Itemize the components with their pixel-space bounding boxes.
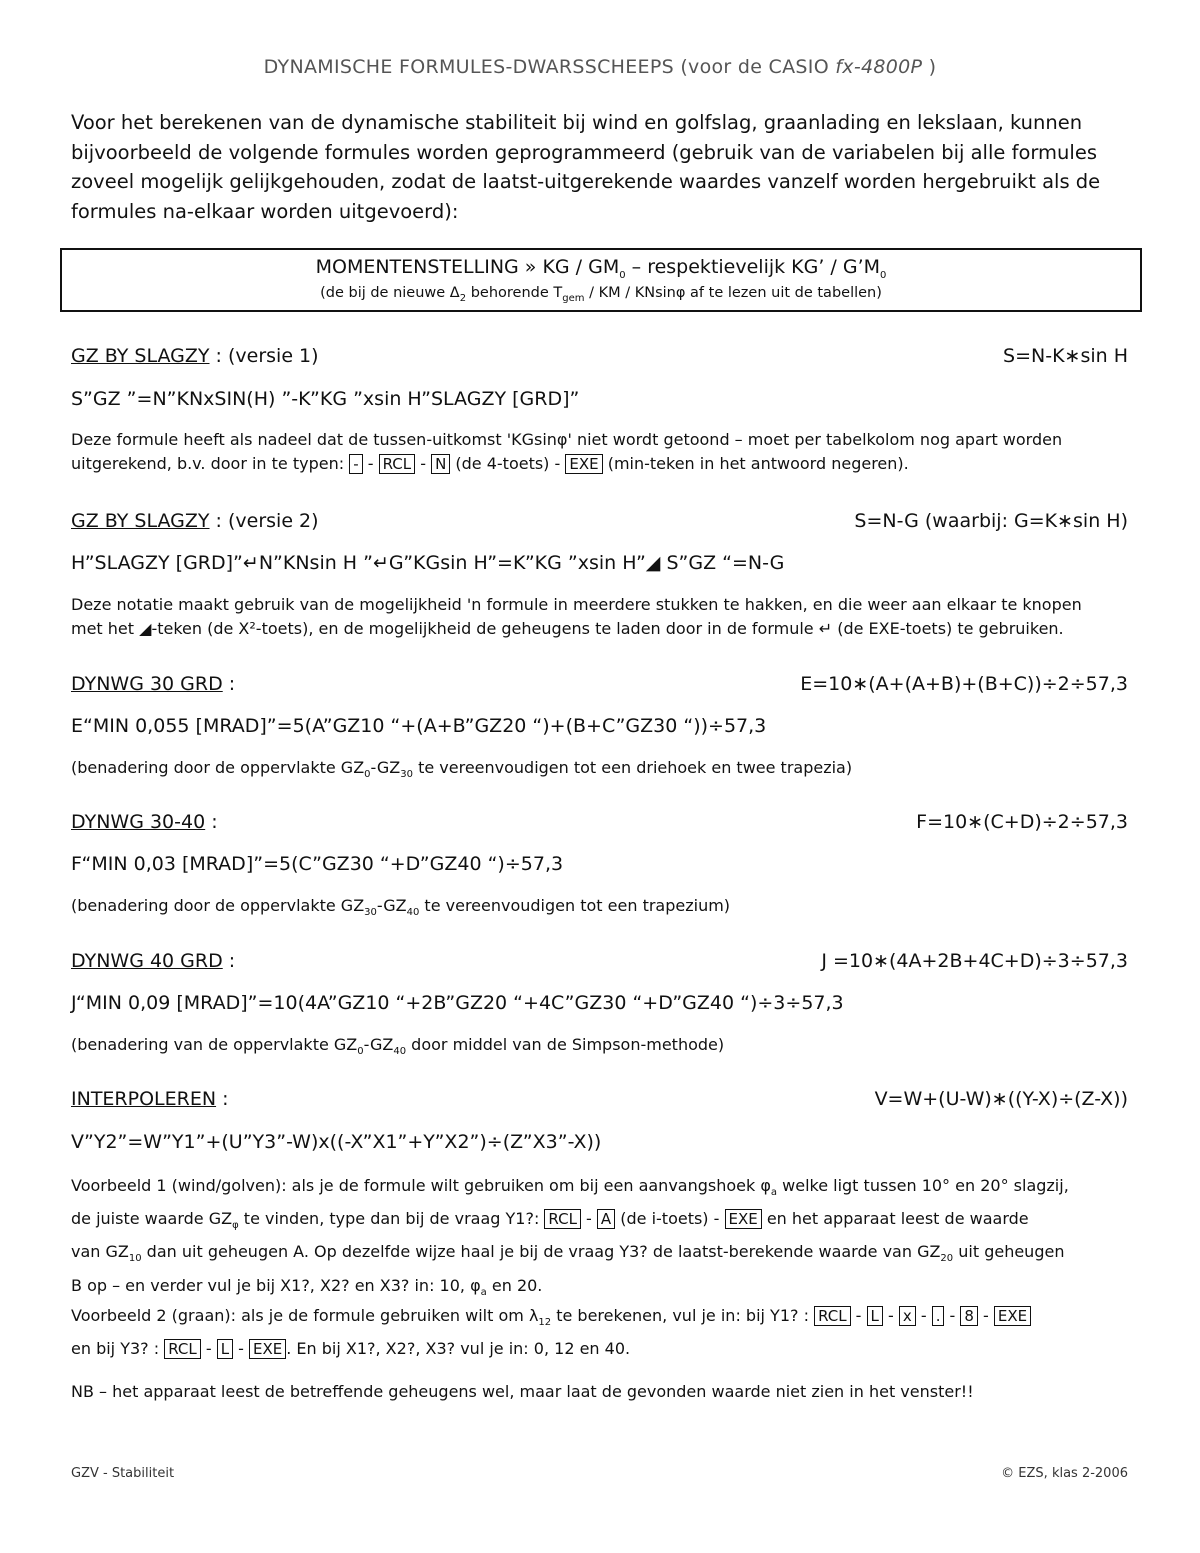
ex2-c: en bij Y3? : bbox=[71, 1339, 165, 1359]
box-d: behorende T bbox=[466, 284, 563, 301]
s3-sa: 0 bbox=[364, 769, 371, 781]
s4-da: (benadering door de oppervlakte GZ bbox=[71, 896, 365, 915]
box-d-sub: gem bbox=[562, 292, 585, 304]
page-title bbox=[0, 56, 1200, 78]
ex1-j: B op – en verder vul je bij X1?, X2? en X3? in: 10, φ bbox=[71, 1275, 481, 1295]
s3-da: (benadering door de oppervlakte GZ bbox=[71, 758, 365, 777]
key-exe: EXE bbox=[249, 1339, 286, 1359]
section-4-formula: F=10∗(C+D)÷2÷57,3 bbox=[916, 811, 1128, 833]
key-exe: EXE bbox=[565, 454, 602, 474]
key-l: L bbox=[867, 1306, 883, 1326]
section-6-program: V”Y2”=W”Y1”+(U”Y3”-W)x((-X”X1”+Y”X2”)÷(Z”X3”-X)) bbox=[71, 1131, 602, 1153]
s1-d2c: (min-teken in het antwoord negeren). bbox=[602, 454, 909, 473]
section-2-desc-line-1: Deze notatie maakt gebruik van de mogelijkheid 'n formule in meerdere stukken te hakken, en die weer aan elkaar te knopen bbox=[71, 595, 1082, 614]
section-6-subtitle: : bbox=[216, 1088, 229, 1110]
example-1-line-1 bbox=[71, 1173, 1141, 1206]
box-c-sub: 2 bbox=[459, 292, 467, 304]
section-6-formula: V=W+(U-W)∗((Y-X)÷(Z-X)) bbox=[874, 1088, 1128, 1110]
s4-dc: te vereenvoudigen tot een trapezium) bbox=[419, 896, 731, 915]
key-exe: EXE bbox=[725, 1209, 762, 1229]
ex1-b: welke ligt tussen 10° en 20° slagzij, bbox=[777, 1176, 1069, 1195]
ex1-a-sub: a bbox=[770, 1187, 778, 1199]
title-model: fx-4800P bbox=[835, 56, 923, 78]
section-5-description bbox=[71, 1033, 1141, 1064]
ex1-d: te vinden, type dan bij de vraag Y1?: bbox=[238, 1209, 545, 1229]
title-text: DYNAMISCHE FORMULES-DWARSSCHEEPS (voor de CASIO bbox=[263, 56, 836, 78]
section-3-title: DYNWG 30 GRD bbox=[71, 673, 223, 695]
ex1-c-sub: φ bbox=[232, 1220, 239, 1232]
s4-sb: 40 bbox=[406, 907, 420, 919]
nb-note: NB – het apparaat leest de betreffende geheugens wel, maar laat de gevonden waarde niet zien in het venster!! bbox=[71, 1382, 974, 1401]
section-2-title: GZ BY SLAGZY bbox=[71, 510, 210, 532]
momentenstelling-box bbox=[60, 248, 1142, 312]
section-2-heading bbox=[71, 510, 319, 532]
section-2-program: H”SLAGZY [GRD]”↵N”KNsin H ”↵G”KGsin H”=K”KG ”xsin H”◢ S”GZ “=N-G bbox=[71, 552, 785, 574]
s1-d2b: (de 4-toets) - bbox=[450, 454, 566, 473]
s5-sb: 40 bbox=[393, 1046, 407, 1058]
section-5-title: DYNWG 40 GRD bbox=[71, 950, 223, 972]
section-1-title: GZ BY SLAGZY bbox=[71, 345, 210, 367]
key-rcl: RCL bbox=[164, 1339, 201, 1359]
key-rcl: RCL bbox=[379, 454, 416, 474]
box-b: – respektievelijk KG’ / G’M bbox=[625, 256, 881, 278]
section-1-desc-line-1: Deze formule heeft als nadeel dat de tussen-uitkomst 'KGsinφ' niet wordt getoond – moet per tabelkolom nog apart worden bbox=[71, 430, 1063, 449]
s5-db: -GZ bbox=[363, 1035, 394, 1054]
section-4-heading bbox=[71, 811, 218, 833]
s4-db: -GZ bbox=[376, 896, 407, 915]
section-2-desc-line-2: met het ◢-teken (de X²-toets), en de mogelijkheid de geheugens te laden door in de formule ↵ (de EXE-toets) te gebruiken. bbox=[71, 619, 1064, 638]
section-1-desc-line-2: uitgerekend, b.v. door in te typen: - - RCL - N (de 4-toets) - EXE (min-teken in het antwoord negeren). bbox=[71, 454, 909, 473]
key-rcl: RCL bbox=[544, 1209, 581, 1229]
intro-paragraph: Voor het berekenen van de dynamische stabiliteit bij wind en golfslag, graanlading en lekslaan, kunnen bijvoorbeeld de volgende formules worden geprogrammeerd (gebruik van de variabelen bij alle formules zoveel mogelijk gelijkgehouden, zodat de laatst-uitgerekende waardes vanzelf worden hergebruikt als de formules na-elkaar worden uitgevoerd): bbox=[71, 111, 1101, 223]
example-2-line-2: en bij Y3? : RCL - L - EXE . En bij X1?, X2?, X3? vul je in: 0, 12 en 40. bbox=[71, 1339, 631, 1359]
key-n: N bbox=[431, 454, 450, 474]
section-1-heading bbox=[71, 345, 319, 367]
section-2-formula: S=N-G (waarbij: G=K∗sin H) bbox=[854, 510, 1128, 532]
s1-d2a: uitgerekend, b.v. door in te typen: bbox=[71, 454, 350, 473]
example-1-line-2: de juiste waarde $GZ_\varphi$ te vinden, type dan bij de vraag Y1?: RCL - A (de i-toets) - EXE en het apparaat leest de waarde bbox=[71, 1209, 1029, 1232]
box-a-sub: 0 bbox=[619, 269, 626, 281]
ex1-f: en het apparaat leest de waarde bbox=[761, 1209, 1029, 1229]
footer-left: GZV - Stabiliteit bbox=[71, 1466, 175, 1481]
ex1-i: uit geheugen bbox=[953, 1242, 1065, 1262]
section-4-program: F“MIN 0,03 [MRAD]”=5(C”GZ30 “+D”GZ40 “)÷57,3 bbox=[71, 853, 564, 875]
ex1-g: van GZ bbox=[71, 1242, 129, 1262]
example-1-line-3 bbox=[71, 1239, 1141, 1272]
box-c: (de bij de nieuwe Δ bbox=[320, 284, 460, 301]
ex1-g-sub: 10 bbox=[128, 1253, 142, 1265]
section-4-description bbox=[71, 894, 1141, 925]
section-3-program: E“MIN 0,055 [MRAD]”=5(A”GZ10 “+(A+B”GZ20 “)+(B+C”GZ30 “))÷57,3 bbox=[71, 715, 767, 737]
box-line-1 bbox=[62, 256, 1140, 281]
section-1-formula: S=N-K∗sin H bbox=[1003, 345, 1128, 367]
section-6-title: INTERPOLEREN bbox=[71, 1088, 217, 1110]
key-minus: - bbox=[349, 454, 362, 474]
ex1-a: Voorbeeld 1 (wind/golven): als je de formule wilt gebruiken om bij een aanvangshoek φ bbox=[71, 1176, 771, 1195]
box-line-2 bbox=[62, 285, 1140, 304]
section-3-description bbox=[71, 756, 1141, 787]
section-6-heading bbox=[71, 1088, 229, 1110]
section-5-program: J“MIN 0,09 [MRAD]”=10(4A”GZ10 “+2B”GZ20 “+4C”GZ30 “+D”GZ40 “)÷3÷57,3 bbox=[71, 992, 844, 1014]
section-1-description bbox=[71, 428, 1141, 476]
key-exe: EXE bbox=[994, 1306, 1031, 1326]
ex1-k: en 20. bbox=[486, 1275, 543, 1295]
s3-dc: te vereenvoudigen tot een driehoek en twee trapezia) bbox=[412, 758, 853, 777]
ex2-a: Voorbeeld 2 (graan): als je de formule gebruiken wilt om λ bbox=[71, 1306, 539, 1325]
ex1-e: (de i-toets) - bbox=[615, 1209, 725, 1229]
key-rcl: RCL bbox=[814, 1306, 851, 1326]
example-2-paragraph bbox=[71, 1303, 1141, 1362]
ex2-a-sub: 12 bbox=[538, 1317, 552, 1329]
ex2-d: . En bij X1?, X2?, X3? vul je in: 0, 12 en 40. bbox=[286, 1339, 631, 1359]
example-1-line-4 bbox=[71, 1273, 1141, 1306]
section-5-formula: J =10∗(4A+2B+4C+D)÷3÷57,3 bbox=[821, 950, 1128, 972]
s5-dc: door middel van de Simpson-methode) bbox=[406, 1035, 725, 1054]
ex1-c: de juiste waarde GZ bbox=[71, 1209, 233, 1229]
section-3-subtitle: : bbox=[222, 673, 236, 695]
section-2-description bbox=[71, 593, 1141, 641]
s3-sb: 30 bbox=[400, 769, 413, 781]
title-close: ) bbox=[922, 56, 937, 78]
section-1-subtitle: : (versie 1) bbox=[209, 345, 319, 367]
ex1-j-sub: a bbox=[480, 1286, 487, 1298]
key-8: 8 bbox=[960, 1306, 978, 1326]
section-5-subtitle: : bbox=[222, 950, 236, 972]
section-4-subtitle: : bbox=[205, 811, 218, 833]
s3-db: -GZ bbox=[370, 758, 401, 777]
example-2-line-1: Voorbeeld 2 (graan): als je de formule gebruiken wilt om $\lambda_{12}$ te berekenen, vul je in: bij Y1? : RCL - L - x - . - 8 - EXE bbox=[71, 1303, 1141, 1336]
key-l: L bbox=[217, 1339, 233, 1359]
s5-da: (benadering van de oppervlakte GZ bbox=[71, 1035, 358, 1054]
box-b-sub: 0 bbox=[880, 269, 887, 281]
key-x: x bbox=[899, 1306, 916, 1326]
box-a: MOMENTENSTELLING » KG / GM bbox=[315, 256, 620, 278]
ex1-h: dan uit geheugen A. Op dezelfde wijze haal je bij de vraag Y3? de laatst-berekende waarde van GZ bbox=[141, 1242, 941, 1262]
ex2-b: te berekenen, vul je in: bij Y1? : bbox=[551, 1306, 815, 1325]
ex1-h-sub: 20 bbox=[940, 1253, 954, 1265]
section-2-subtitle: : (versie 2) bbox=[209, 510, 319, 532]
s5-sa: 0 bbox=[357, 1046, 364, 1058]
box-e: / KM / KNsinφ af te lezen uit de tabellen) bbox=[584, 284, 882, 301]
section-5-heading bbox=[71, 950, 235, 972]
section-3-formula: E=10∗(A+(A+B)+(B+C))÷2÷57,3 bbox=[800, 673, 1128, 695]
section-3-heading bbox=[71, 673, 235, 695]
key-a: A bbox=[597, 1209, 615, 1229]
key-dot: . bbox=[932, 1306, 945, 1326]
footer-right: © EZS, klas 2-2006 bbox=[1001, 1466, 1128, 1481]
section-1-program: S”GZ ”=N”KNxSIN(H) ”-K”KG ”xsin H”SLAGZY [GRD]” bbox=[71, 388, 580, 410]
section-4-title: DYNWG 30-40 bbox=[71, 811, 206, 833]
example-1-paragraph bbox=[71, 1173, 1141, 1306]
s4-sa: 30 bbox=[364, 907, 377, 919]
